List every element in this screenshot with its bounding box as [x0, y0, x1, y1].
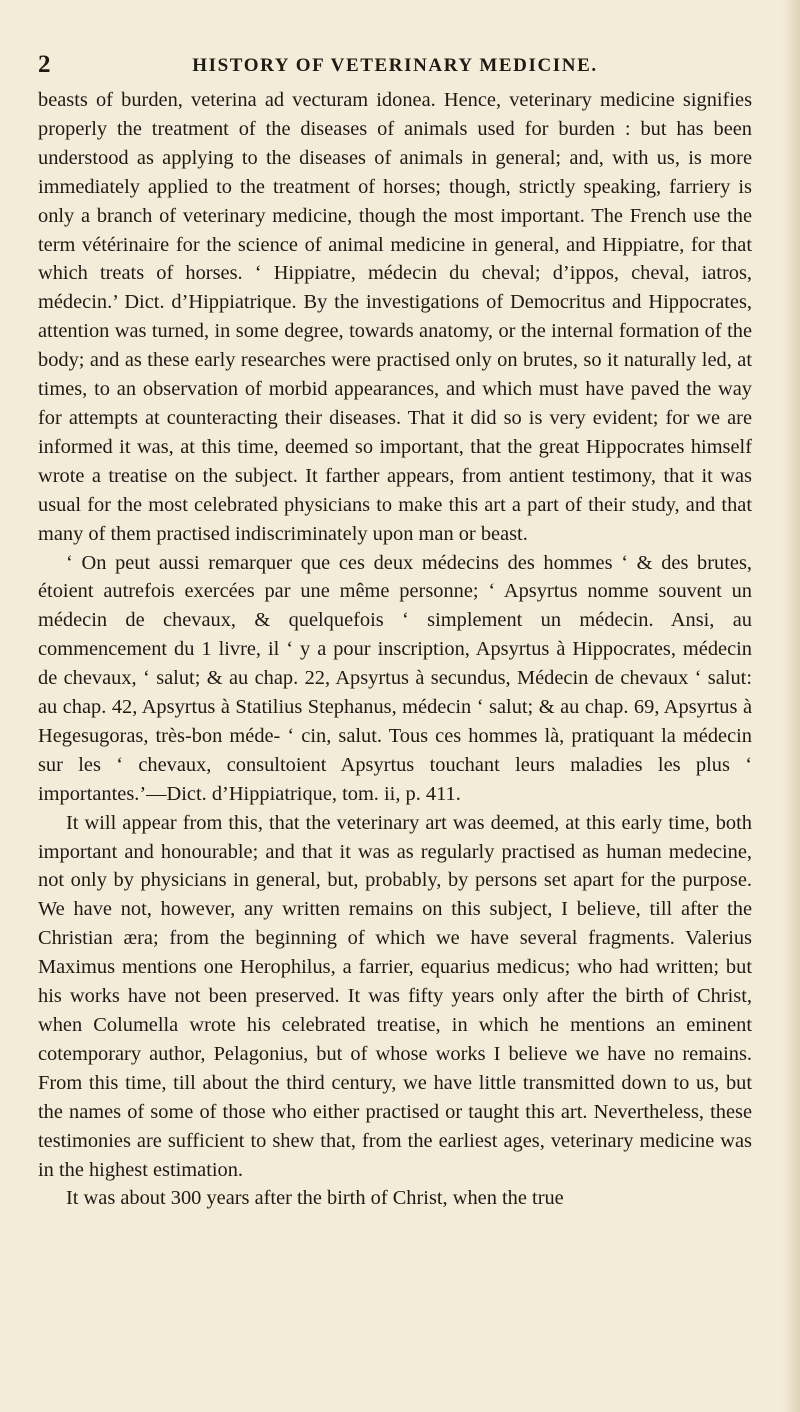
- paragraph-closing: It was about 300 years after the birth of Christ, when the true: [66, 1187, 564, 1210]
- body-text: [38, 86, 752, 1213]
- paragraph-intro: beasts of burden, veterina ad vecturam idonea. Hence, veterinary medicine signifies properly the treatment of the diseases of animals used for burden : but has been understood as applying to the diseases of animals in general; and, with us, is more immediately applied to the treatment of horses; though, strictly speaking, farriery is only a branch of veterinary medicine, though the most important. The French use the term vétérinaire for the science of animal medicine in general, and Hippiatre, for that which treats of horses. ‘ Hippiatre, médecin du cheval; d’ippos, cheval, iatros, médecin.’ Dict. d’Hippiatrique. By the investigations of Democritus and Hippocrates, attention was turned, in some degree, towards anatomy, or the internal formation of the body; and as these early researches were practised only on brutes, so it naturally led, at times, to an observation of morbid appearances, and which must have paved the way for attempts at counteracting their diseases. That it did so is very evident; for we are informed it was, at this time, deemed so important, that the great Hippocrates himself wrote a treatise on the subject. It farther appears, from antient testimony, that it was usual for the most celebrated physicians to make this art a part of their study, and that many of them practised indiscriminately upon man or beast.: [38, 89, 752, 545]
- paragraph-french-quotation: ‘ On peut aussi remarquer que ces deux médecins des hommes ‘ & des brutes, étoient autrefois exercées par une même personne; ‘ Apsyrtus nomme souvent un médecin de chevaux, & quelquefois ‘ simplement un médecin. Ansi, au commencement du 1 livre, il ‘ y a pour inscription, Apsyrtus à Hippocrates, médecin de chevaux, ‘ salut; & au chap. 22, Apsyrtus à secundus, Médecin de chevaux ‘ salut: au chap. 42, Apsyrtus à Statilius Stephanus, médecin ‘ salut; & au chap. 69, Apsyrtus à Hegesugoras, très-bon méde- ‘ cin, salut. Tous ces hommes là, pratiquant la médecin sur les ‘ chevaux, consultoient Apsyrtus touchant leurs maladies les plus ‘ importantes.’—Dict. d’Hippiatrique, tom. ii, p. 411.: [38, 551, 752, 805]
- page-number: 2: [38, 51, 51, 78]
- page-edge-shadow: [782, 0, 800, 1412]
- running-head: HISTORY OF VETERINARY MEDICINE.: [192, 55, 598, 76]
- page-header: [38, 52, 752, 86]
- paragraph-history: It will appear from this, that the veterinary art was deemed, at this early time, both important and honourable; and that it was as regularly practised as human medecine, not only by physicians in general, but, probably, by persons set apart for the purpose. We have not, however, any written remains on this subject, I believe, till after the Christian æra; from the beginning of which we have several fragments. Valerius Maximus mentions one Herophilus, a farrier, equarius medicus; who had written; but his works have not been preserved. It was fifty years only after the birth of Christ, when Columella wrote his celebrated treatise, in which he mentions an eminent cotemporary author, Pelagonius, but of whose works I believe we have no remains. From this time, till about the third century, we have little transmitted down to us, but the names of some of those who either practised or taught this art. Nevertheless, these testimonies are sufficient to shew that, from the earliest ages, veterinary medicine was in the highest estimation.: [38, 811, 752, 1181]
